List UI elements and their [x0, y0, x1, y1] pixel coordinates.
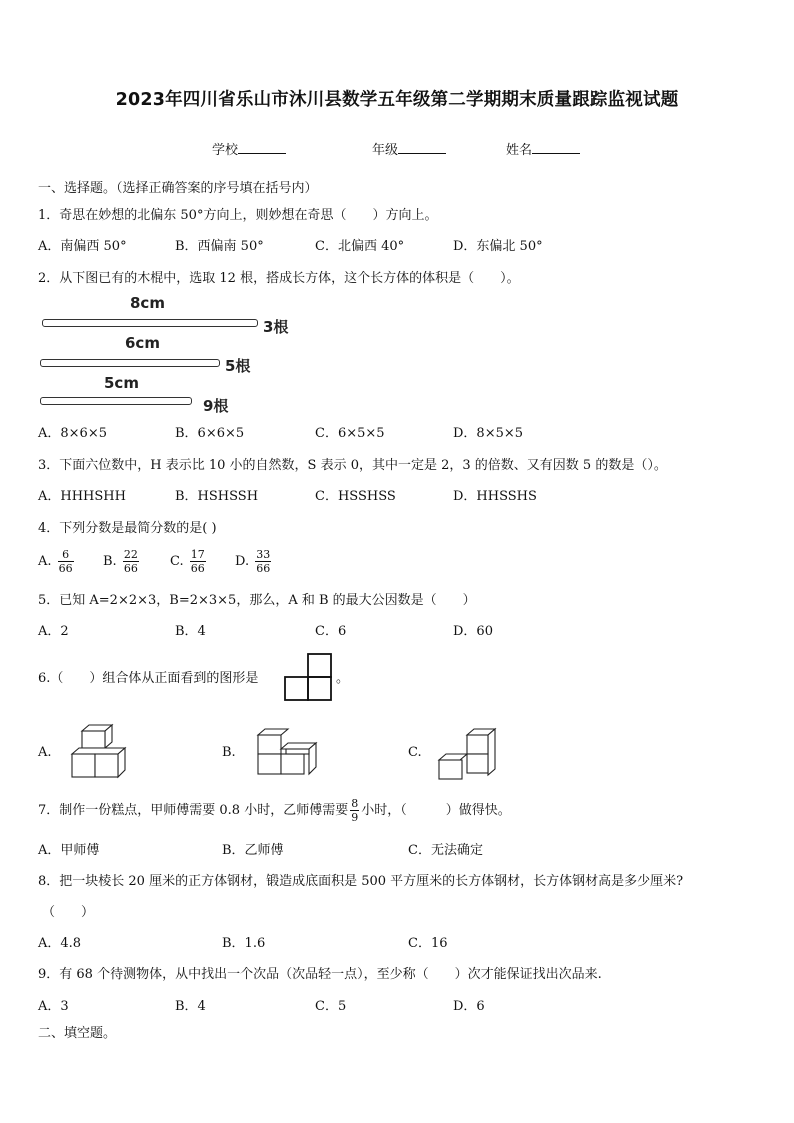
q9-option-c[interactable]: C．5 [315, 999, 347, 1014]
q7-option-c[interactable]: C．无法确定 [408, 843, 483, 858]
school-label: 学校 [212, 143, 239, 158]
q6-option-a[interactable]: A. [38, 745, 52, 760]
q6-text: 6.（ ）组合体从正面看到的图形是 [38, 671, 259, 686]
grade-field[interactable] [372, 141, 446, 159]
q3-option-a[interactable]: A．HHHSHH [38, 489, 126, 504]
q4-text: 4．下列分数是最简分数的是( ) [38, 521, 217, 536]
q6-option-b[interactable]: B. [222, 745, 236, 760]
stick-8cm-count: 3根 [263, 318, 289, 336]
q9-option-d[interactable]: D．6 [453, 999, 485, 1014]
q4-option-d-fraction: $\frac{33}{66}$ [256, 548, 271, 575]
q4-option-d-label: D. [235, 554, 250, 569]
q7-text-end: 小时，（ ）做得快。 [361, 803, 511, 818]
q7-text-start: 7．制作一份糕点，甲师傅需要 0.8 小时，乙师傅需要 [38, 803, 349, 818]
q3-text: 3．下面六位数中，H 表示比 10 小的自然数，S 表示 0，其中一定是 2，3 的倍数、又有因数 5 的数是（）。 [38, 458, 667, 473]
q4-option-b-fraction: $\frac{22}{66}$ [123, 548, 138, 575]
name-label: 姓名 [506, 143, 533, 158]
q4-option-a[interactable] [38, 548, 76, 575]
q2-option-a[interactable]: A．8×6×5 [38, 426, 107, 441]
q5-option-d[interactable]: D．60 [453, 624, 493, 639]
q1-text: 1．奇思在妙想的北偏东 50°方向上，则妙想在奇思（ ）方向上。 [38, 208, 438, 223]
q5-text: 5．已知 A=2×2×3，B=2×3×5，那么，A 和 B 的最大公因数是（ ） [38, 593, 476, 608]
stick-6cm-count: 5根 [225, 357, 251, 375]
q4-option-c-label: C. [170, 554, 184, 569]
q9-text: 9．有 68 个待测物体，从中找出一个次品（次品轻一点），至少称（ ）次才能保证找出次品来. [38, 967, 602, 982]
q4-option-c-fraction: $\frac{17}{66}$ [190, 548, 205, 575]
q3-option-b[interactable]: B．HSHSSH [175, 489, 259, 504]
page-title: 2023年四川省乐山市沐川县数学五年级第二学期期末质量跟踪监视试题 [115, 90, 679, 110]
q3-option-c[interactable]: C．HSSHSS [315, 489, 396, 504]
q1-option-a[interactable]: A．南偏西 50° [38, 239, 127, 254]
q6-option-c[interactable]: C. [408, 745, 422, 760]
stick-5cm-length: 5cm [104, 374, 139, 392]
q5-option-a[interactable]: A．2 [38, 624, 69, 639]
section1-heading: 一、选择题。（选择正确答案的序号填在括号内） [38, 181, 318, 196]
q2-option-b[interactable]: B．6×6×5 [175, 426, 245, 441]
q6-option-b-cubes [256, 727, 320, 777]
front-view-shape [282, 652, 334, 704]
q4-option-a-label: A. [38, 554, 52, 569]
name-field[interactable] [506, 141, 580, 159]
q8-text: 8．把一块棱长 20 厘米的正方体钢材，锻造成底面积是 500 平方厘米的长方体钢材，长方体钢材高是多少厘米? [38, 874, 684, 889]
q3-option-d[interactable]: D．HHSSHS [453, 489, 537, 504]
stick-6cm [40, 359, 220, 367]
stick-6cm-length: 6cm [125, 334, 160, 352]
q1-option-c[interactable]: C．北偏西 40° [315, 239, 405, 254]
q4-option-d[interactable] [235, 548, 273, 575]
q2-option-c[interactable]: C．6×5×5 [315, 426, 385, 441]
q9-option-b[interactable]: B．4 [175, 999, 206, 1014]
q4-option-b-label: B. [103, 554, 117, 569]
q4-option-c[interactable] [170, 548, 208, 575]
school-field[interactable] [212, 141, 286, 159]
q7-option-b[interactable]: B．乙师傅 [222, 843, 284, 858]
q6-option-c-cubes [437, 727, 499, 782]
q1-option-d[interactable]: D．东偏北 50° [453, 239, 543, 254]
q9-option-a[interactable]: A．3 [38, 999, 69, 1014]
stick-8cm-length: 8cm [130, 294, 165, 312]
q8-option-c[interactable]: C．16 [408, 936, 448, 951]
q1-option-b[interactable]: B．西偏南 50° [175, 239, 264, 254]
stick-5cm [40, 397, 192, 405]
q6-option-a-cubes [70, 722, 130, 780]
q7-fraction: $\frac{8}{9}$ [351, 797, 359, 824]
q8-option-b[interactable]: B．1.6 [222, 936, 266, 951]
q8-answer-blank[interactable]: （ ） [42, 905, 95, 920]
q6-text-end: 。 [336, 671, 350, 686]
stick-8cm [42, 319, 258, 327]
q5-option-c[interactable]: C．6 [315, 624, 347, 639]
section2-heading: 二、填空题。 [38, 1026, 117, 1041]
q8-option-a[interactable]: A．4.8 [38, 936, 82, 951]
q7-option-a[interactable]: A．甲师傅 [38, 843, 100, 858]
q2-option-d[interactable]: D．8×5×5 [453, 426, 524, 441]
q2-text: 2．从下图已有的木棍中，选取 12 根，搭成长方体，这个长方体的体积是（ ）。 [38, 271, 520, 286]
q5-option-b[interactable]: B．4 [175, 624, 206, 639]
q4-option-a-fraction: $\frac{6}{66}$ [58, 548, 73, 575]
q4-option-b[interactable] [103, 548, 141, 575]
q7-text [38, 797, 511, 824]
grade-label: 年级 [372, 143, 399, 158]
stick-5cm-count: 9根 [203, 397, 229, 415]
